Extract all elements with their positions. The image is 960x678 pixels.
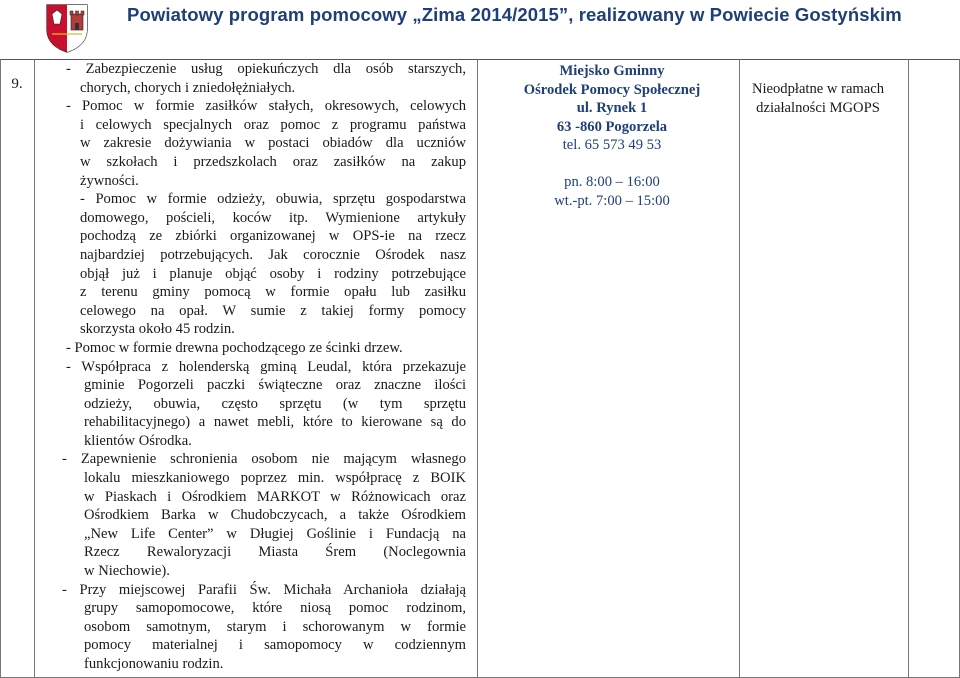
institution-name: Miejsko Gminny bbox=[559, 63, 665, 79]
coat-of-arms-icon bbox=[44, 2, 90, 54]
description-line: - Pomoc w formie zasiłków stałych, okresowych, celowych bbox=[66, 98, 466, 115]
column-divider bbox=[908, 59, 960, 677]
description-line: lokalu mieszkaniowego poprzez min. współpracę z BOIK bbox=[84, 470, 466, 487]
cost-note-line: działalności MGOPS bbox=[756, 99, 880, 116]
institution-phone: tel. 65 573 49 53 bbox=[562, 137, 662, 154]
column-divider bbox=[0, 59, 1, 677]
page-header bbox=[0, 0, 960, 58]
opening-hours-weekdays: wt.-pt. 7:00 – 15:00 bbox=[554, 192, 670, 209]
column-divider bbox=[477, 59, 478, 677]
description-line: w szkołach i przedszkolach oraz zasiłków na zakup bbox=[80, 153, 466, 170]
description-line: - Zabezpieczenie usług opiekuńczych dla osób starszych, bbox=[66, 61, 466, 77]
description-line: żywności. bbox=[80, 172, 139, 189]
institution-street: ul. Rynek 1 bbox=[576, 100, 648, 117]
column-divider bbox=[34, 59, 35, 677]
description-line: - Zapewnienie schronienia osobom nie mającym własnego bbox=[62, 451, 466, 468]
description-line: chorych, chorych i zniedołężniałych. bbox=[80, 79, 296, 96]
description-line: w Niechowie). bbox=[84, 563, 170, 580]
description-line: Ośrodkiem Barka w Chudobczycach, a także Ośrodkiem bbox=[84, 507, 466, 524]
description-line: odzieży, obuwia, często sprzętu (w tym sprzętu bbox=[84, 395, 466, 412]
description-line: „New Life Center” w Długiej Goślinie i Fundacją na bbox=[84, 525, 466, 542]
program-description bbox=[62, 60, 466, 674]
description-line: rehabilitacyjnego) a nawet mebli, które to kierowane są do bbox=[84, 414, 466, 431]
description-line: pomocy materialnej i samopomocy w codziennym bbox=[84, 637, 466, 654]
description-line: - Współpraca z holenderską gminą Leudal, która przekazuje bbox=[66, 358, 466, 375]
page-title: Powiatowy program pomocowy „Zima 2014/2015”, realizowany w Powiecie Gostyńskim bbox=[127, 4, 902, 25]
description-line: skorzysta około 45 rodzin. bbox=[80, 321, 235, 338]
institution-postal: 63 -860 Pogorzela bbox=[556, 118, 668, 135]
description-line: - Pomoc w formie odzieży, obuwia, sprzętu gospodarstwa bbox=[80, 191, 466, 208]
description-line: klientów Ośrodka. bbox=[84, 432, 192, 449]
description-line: pochodzą ze zbiórki organizowanej w OPS-ie na rzecz bbox=[80, 228, 466, 245]
description-line: Rzecz Rewaloryzacji Miasta Śrem (Noclegownia bbox=[84, 544, 466, 561]
description-line: i celowych specjalnych oraz pomoc z programu państwa bbox=[80, 116, 466, 133]
description-line: w zakresie dożywiania w postaci obiadów dla uczniów bbox=[80, 135, 466, 152]
description-line: grupy samopomocowe, które niosą pomoc rodzinom, bbox=[84, 600, 466, 617]
description-line: - Przy miejscowej Parafii Św. Michała Archanioła działają bbox=[62, 581, 466, 598]
institution-name: Ośrodek Pomocy Społecznej bbox=[523, 81, 701, 98]
opening-hours-monday: pn. 8:00 – 16:00 bbox=[564, 173, 660, 190]
institution-contact bbox=[496, 62, 728, 210]
cost-note-line: Nieodpłatne w ramach bbox=[751, 81, 885, 97]
description-line: najbardziej potrzebujących. Jak corocznie Ośrodek nasz bbox=[80, 246, 466, 263]
description-line: celowego na opał. W sumie z takiej formy pomocy bbox=[80, 302, 466, 319]
description-line: w Piaskach i Ośrodkiem MARKOT w Różnowicach oraz bbox=[84, 488, 466, 505]
description-line: gminie Pogorzeli paczki świąteczne oraz znaczne ilości bbox=[84, 377, 466, 394]
description-line: osobom samotnym, starym i schorowanym w formie bbox=[84, 618, 466, 635]
description-line: funkcjonowaniu rodzin. bbox=[84, 656, 224, 672]
cost-note bbox=[730, 80, 906, 117]
description-line: - Pomoc w formie drewna pochodzącego ze ścinki drzew. bbox=[66, 339, 403, 356]
row-number: 9. bbox=[11, 76, 23, 92]
column-divider bbox=[739, 59, 740, 677]
description-line: domowego, pościeli, koców itp. Wymienione artykuły bbox=[80, 209, 466, 226]
description-line: objął już i planuje objąć osoby i rodziny potrzebujące bbox=[80, 265, 466, 282]
description-line: z terenu gminy pomocą w formie opału lub zasiłku bbox=[80, 284, 466, 301]
